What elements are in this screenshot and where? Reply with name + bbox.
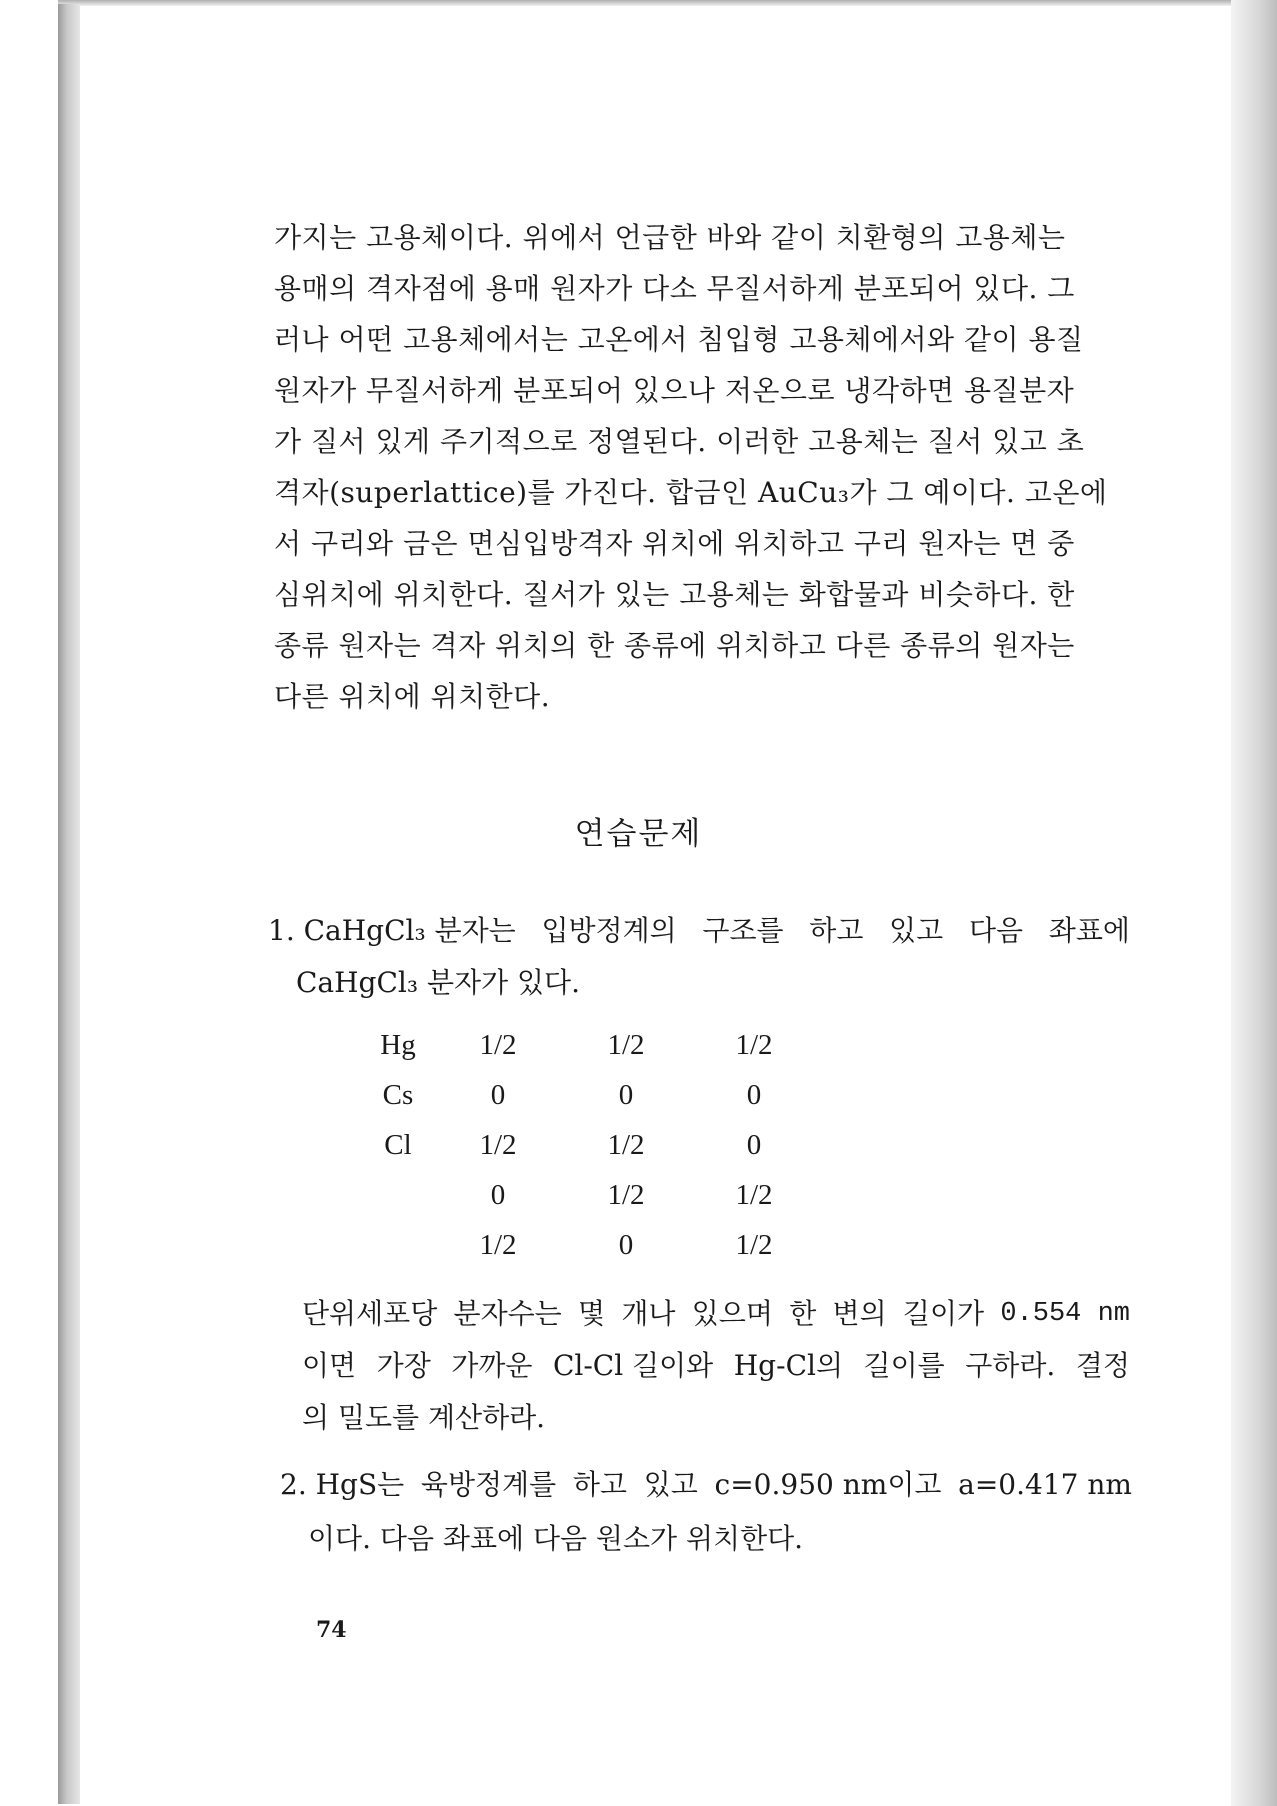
question-2 [280,1458,1132,1566]
coordinate-value: 1/2 [607,1028,645,1061]
word: 결정 [1075,1349,1130,1382]
question-1-prompt [302,1288,1130,1444]
word: 한 [789,1297,817,1330]
element-label [362,1170,434,1220]
prompt-line: 의 밀도를 계산하라. [302,1401,546,1434]
coordinate-value: 1/2 [479,1228,517,1261]
paragraph-line: 가 질서 있게 주기적으로 정열된다. 이러한 고용체는 질서 있고 초 [274,425,1085,458]
page-binding-shadow [58,4,80,1804]
word: 좌표에 [1048,914,1130,947]
coordinate-value: 1/2 [735,1228,773,1261]
paragraph-line: 격자(superlattice)를 가진다. 합금인 AuCu₃가 그 예이다. 고온에 [274,476,1108,509]
coordinate-value: 1/2 [479,1028,517,1061]
coordinate-value: 1/2 [735,1178,773,1211]
word: 분자수는 [453,1297,562,1330]
question-2-line-1 [280,1458,1132,1512]
element-label: Cs [382,1078,414,1111]
table-row [362,1070,818,1120]
word: 개나 [621,1297,676,1330]
paragraph-line: 러나 어떤 고용체에서는 고온에서 침입형 고용체에서와 같이 용질 [274,323,1084,356]
table-row [362,1120,818,1170]
coordinate-value: 1/2 [607,1178,645,1211]
word: 변의 [832,1297,887,1330]
paragraph-line: 가지는 고용체이다. 위에서 언급한 바와 같이 치환형의 고용체는 [274,221,1066,254]
element-label: Hg [380,1028,416,1061]
paragraph-line: 서 구리와 금은 면심입방격자 위치에 위치하고 구리 원자는 면 중 [274,527,1075,560]
coordinate-value: 0 [618,1078,634,1111]
word: 있고 [643,1468,698,1501]
word: 0.554 nm [1000,1299,1130,1329]
question-1-line-1 [268,905,1130,957]
paragraph-line: 원자가 무질서하게 분포되어 있으나 저온으로 냉각하면 용질분자 [274,374,1075,407]
word: Cl-Cl 길이와 [552,1349,714,1382]
word: 몇 [578,1297,606,1330]
word: 길이가 [902,1297,985,1330]
coordinate-value: 1/2 [479,1128,517,1161]
coordinate-value: 1/2 [735,1028,773,1061]
question-2-line-2: 이다. 다음 좌표에 다음 원소가 위치한다. [308,1522,804,1555]
coordinate-value: 0 [746,1078,762,1111]
element-label [362,1220,434,1270]
prompt-line [302,1288,1130,1340]
word: 1. CaHgCl₃ 분자는 [268,914,516,947]
coordinate-value: 0 [746,1128,762,1161]
paragraph-line: 용매의 격자점에 용매 원자가 다소 무질서하게 분포되어 있다. 그 [274,272,1075,305]
word: c=0.950 nm이고 [714,1468,942,1501]
word: 구하라. [965,1349,1056,1382]
word: a=0.417 nm [958,1468,1132,1501]
word: 2. HgS는 [280,1468,405,1501]
word: 하고 [809,914,864,947]
word: 가장 [376,1349,431,1382]
word: 육방정계를 [420,1468,557,1501]
table-row [362,1220,818,1270]
coordinate-value: 0 [490,1078,506,1111]
paragraph-line: 종류 원자는 격자 위치의 한 종류에 위치하고 다른 종류의 원자는 [274,629,1075,662]
page-right-edge [1231,0,1277,1806]
coordinates-table [362,1020,818,1270]
word: Hg-Cl의 [733,1349,843,1382]
word: 단위세포당 [302,1297,438,1330]
element-label: Cl [384,1128,412,1161]
word: 입방정계의 [541,914,677,947]
body-paragraph [274,212,1132,722]
word: 구조를 [702,914,784,947]
word: 하고 [572,1468,627,1501]
section-title: 연습문제 [574,816,703,852]
word: 있고 [889,914,944,947]
question-1-line-2: CaHgCl₃ 분자가 있다. [296,966,581,999]
paragraph-line: 심위치에 위치한다. 질서가 있는 고용체는 화합물과 비슷하다. 한 [274,578,1075,611]
table-row [362,1020,818,1070]
coordinate-value: 1/2 [607,1128,645,1161]
question-1 [268,905,1130,1009]
page-number: 74 [316,1617,347,1643]
word: 길이를 [863,1349,945,1382]
paragraph-line: 다른 위치에 위치한다. [274,680,551,713]
table-row [362,1170,818,1220]
coordinate-value: 0 [618,1228,634,1261]
word: 가까운 [451,1349,533,1382]
coordinate-value: 0 [490,1178,506,1211]
word: 이면 [302,1349,357,1382]
word: 다음 [968,914,1024,947]
prompt-line [302,1340,1130,1392]
word: 있으며 [691,1297,773,1330]
